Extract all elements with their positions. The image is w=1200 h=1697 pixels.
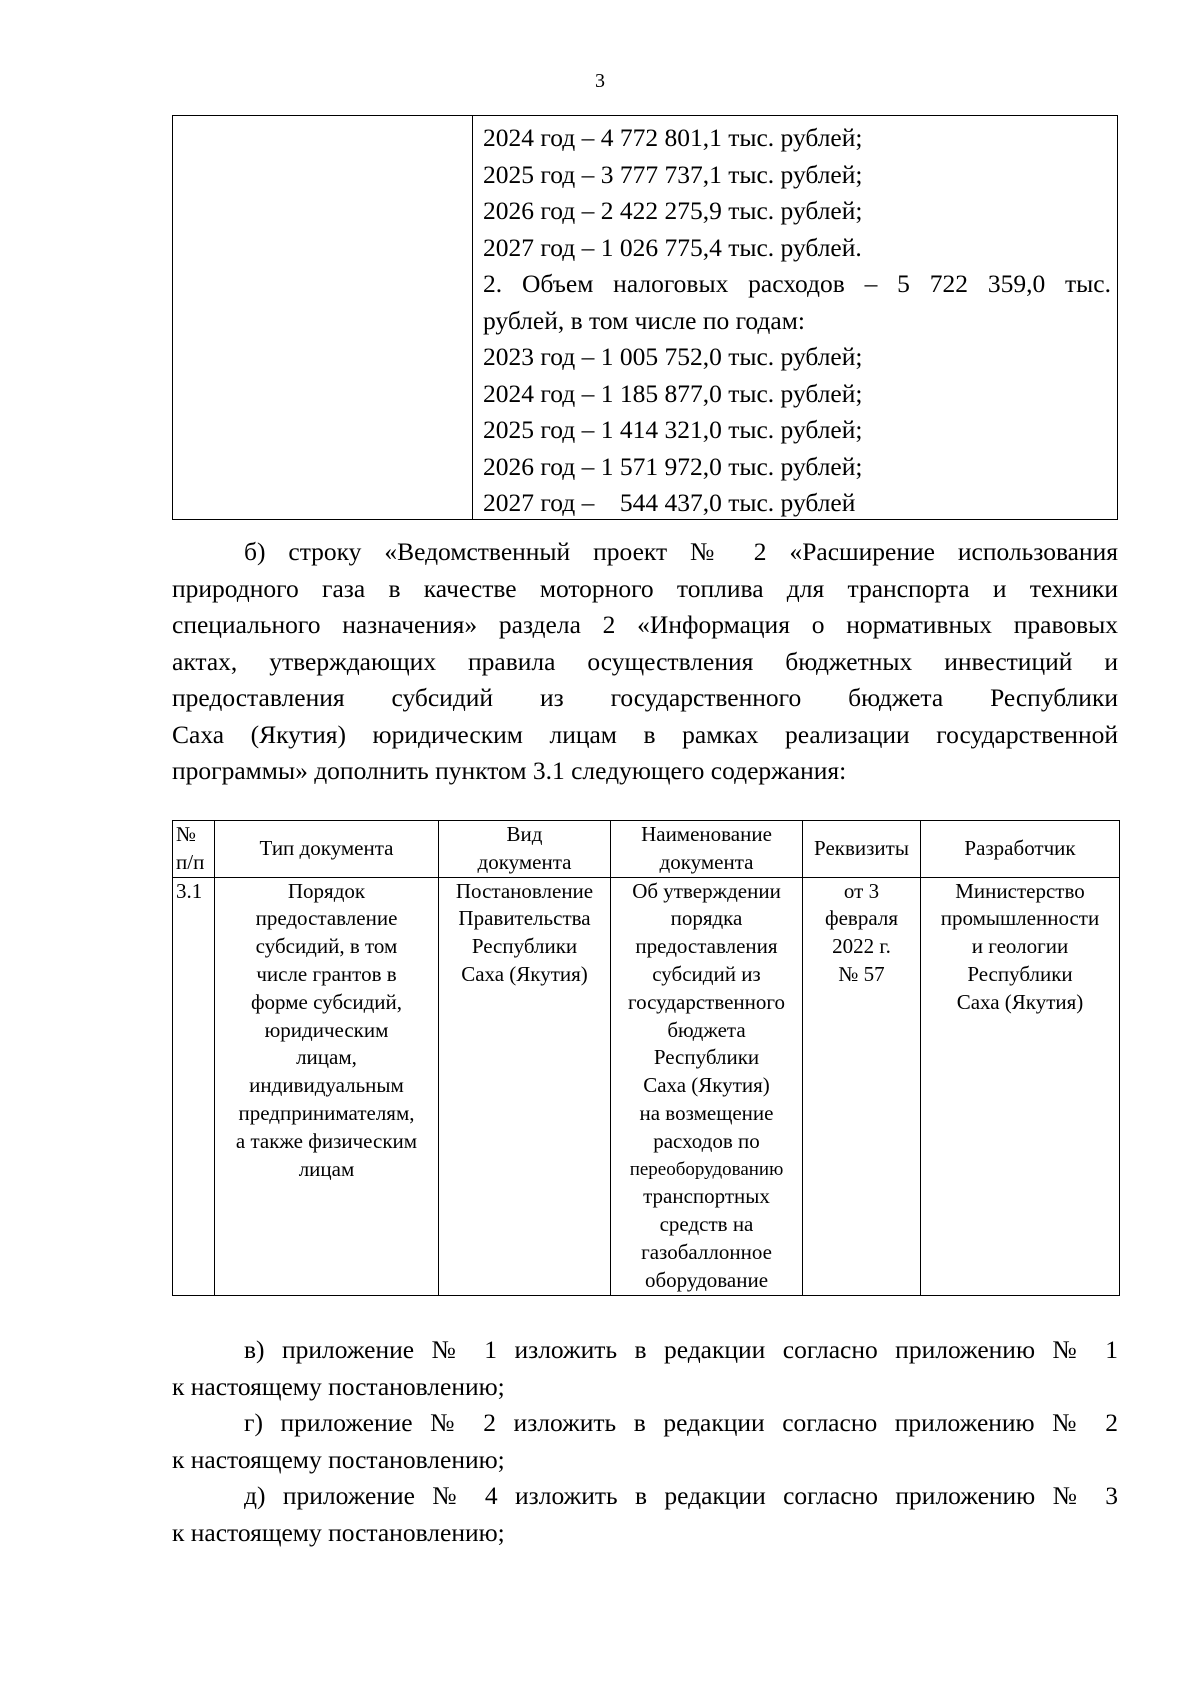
- page-number: 3: [595, 70, 605, 92]
- funding-table-left-cell: [173, 116, 473, 519]
- header-num: № п/п: [173, 821, 215, 878]
- row-kind: Постановление Правительства Республики Саха (Якутия): [439, 877, 611, 1295]
- row-developer: Министерство промышленности и геологии Республики Саха (Якутия): [921, 877, 1120, 1295]
- row-type: Порядок предоставление субсидий, в том числе грантов в форме субсидий, юридическим лицам, индивидуальным предпринимателям, а также физическим лицам: [215, 877, 439, 1295]
- paragraph-line: г) приложение № 2 изложить в редакции согласно приложению № 2: [244, 1408, 1118, 1437]
- paragraph-line: д) приложение № 4 изложить в редакции согласно приложению № 3: [244, 1481, 1118, 1510]
- paragraph-d: [172, 1478, 1118, 1551]
- documents-table: [172, 820, 1120, 1296]
- tax-line: 2023 год – 1 005 752,0 тыс. рублей;: [483, 342, 863, 371]
- row-name: Об утверждении порядка предоставления субсидий из государственного бюджета Республики Саха (Якутия) на возмещение расходов по переоборудованию транспортных средств на газобаллонное оборудование: [611, 877, 803, 1295]
- funding-table: [172, 115, 1118, 520]
- funding-line: 2027 год – 1 026 775,4 тыс. рублей.: [483, 232, 862, 262]
- tax-line: 2024 год – 1 185 877,0 тыс. рублей;: [483, 378, 863, 408]
- tax-heading-continued: рублей, в том числе по годам:: [483, 305, 805, 335]
- paragraph-v: [172, 1332, 1118, 1405]
- row-details: от 3 февраля 2022 г. № 57: [803, 877, 921, 1295]
- paragraph-b: [172, 534, 1118, 790]
- paragraph-line: к настоящему постановлению;: [172, 1444, 505, 1474]
- table-row: [173, 877, 1120, 1295]
- paragraph-line: природного газа в качестве моторного топлива для транспорта и техники: [172, 573, 1118, 603]
- row-num: 3.1: [173, 877, 215, 1295]
- header-name: Наименование документа: [611, 821, 803, 878]
- funding-line: 2026 год – 2 422 275,9 тыс. рублей;: [483, 196, 863, 225]
- paragraph-line: к настоящему постановлению;: [172, 1517, 505, 1547]
- paragraph-line: к настоящему постановлению;: [172, 1371, 505, 1401]
- table-header-row: [173, 821, 1120, 878]
- header-details: Реквизиты: [803, 821, 921, 878]
- funding-line: 2025 год – 3 777 737,1 тыс. рублей;: [483, 159, 863, 189]
- paragraph-g: [172, 1405, 1118, 1478]
- paragraph-line: специального назначения» раздела 2 «Информация о нормативных правовых: [172, 610, 1118, 639]
- paragraph-line: программы» дополнить пунктом 3.1 следующего содержания:: [172, 756, 847, 785]
- tax-heading: 2. Объем налоговых расходов – 5 722 359,0 тыс.: [483, 269, 1111, 298]
- header-developer: Разработчик: [921, 821, 1120, 878]
- funding-line: 2024 год – 4 772 801,1 тыс. рублей;: [483, 123, 863, 152]
- paragraph-line: актах, утверждающих правила осуществления бюджетных инвестиций и: [172, 646, 1118, 676]
- paragraph-line: предоставления субсидий из государственного бюджета Республики: [172, 683, 1118, 712]
- tax-line: 2026 год – 1 571 972,0 тыс. рублей;: [483, 451, 863, 481]
- paragraph-line: в) приложение № 1 изложить в редакции согласно приложению № 1: [244, 1335, 1118, 1364]
- header-kind: Вид документа: [439, 821, 611, 878]
- tax-line: 2025 год – 1 414 321,0 тыс. рублей;: [483, 415, 863, 444]
- paragraph-line: Саха (Якутия) юридическим лицам в рамках реализации государственной: [172, 719, 1118, 749]
- paragraph-line: б) строку «Ведомственный проект № 2 «Расширение использования: [244, 537, 1118, 566]
- tax-line: 2027 год – 544 437,0 тыс. рублей: [483, 488, 856, 517]
- header-type: Тип документа: [215, 821, 439, 878]
- funding-table-right-cell: [483, 120, 1111, 522]
